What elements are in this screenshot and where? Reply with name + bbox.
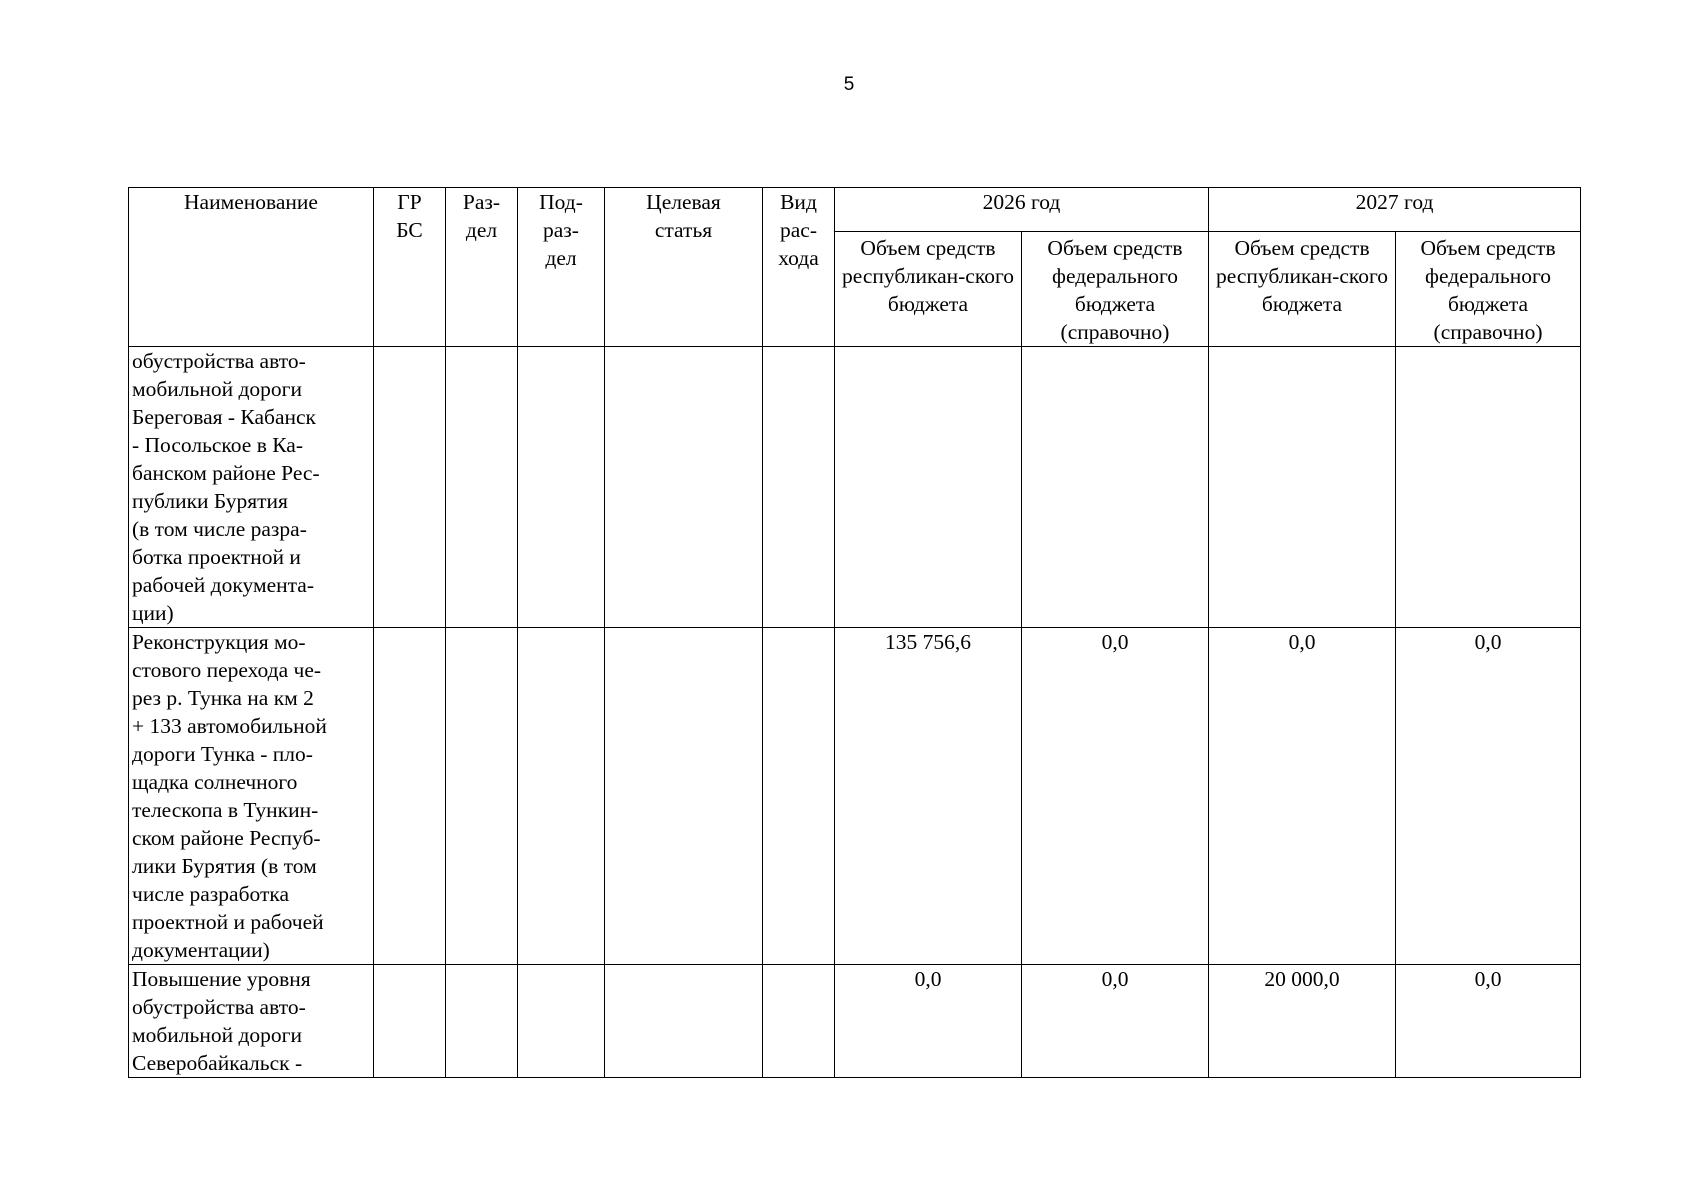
row-federal-2026: 0,0 <box>1022 965 1209 1078</box>
header-grbs: ГР БС <box>374 188 446 347</box>
row-expense <box>763 628 835 965</box>
row-grbs <box>374 965 446 1078</box>
row-grbs <box>374 628 446 965</box>
row-section <box>446 628 518 965</box>
header-year-2026: 2026 год <box>835 188 1209 232</box>
budget-table <box>128 187 1581 1078</box>
row-republican-2026: 135 756,6 <box>835 628 1022 965</box>
header-year-2027: 2027 год <box>1209 188 1581 232</box>
row-name: обустройства авто- мобильной дороги Береговая - Кабанск - Посольское в Ка- банском районе Рес- публики Бурятия (в том числе разра- ботка проектной и рабочей документа- ции) <box>129 347 374 628</box>
table-row <box>129 347 1581 628</box>
row-federal-2027: 0,0 <box>1396 965 1581 1078</box>
row-name: Реконструкция мо- стового перехода че- рез р. Тунка на км 2 + 133 автомобильной дороги Тунка - пло- щадка солнечного телескопа в Тункин- ском районе Респуб- лики Бурятия (в том числе разработка проектной и рабочей документации) <box>129 628 374 965</box>
row-grbs <box>374 347 446 628</box>
header-expense-type: Вид рас- хода <box>763 188 835 347</box>
row-republican-2027: 0,0 <box>1209 628 1396 965</box>
header-name: Наименование <box>129 188 374 347</box>
header-subsection: Под- раз- дел <box>518 188 605 347</box>
row-section <box>446 347 518 628</box>
row-republican-2027 <box>1209 347 1396 628</box>
row-federal-2027: 0,0 <box>1396 628 1581 965</box>
row-section <box>446 965 518 1078</box>
row-republican-2026 <box>835 347 1022 628</box>
row-federal-2027 <box>1396 347 1581 628</box>
row-republican-2026: 0,0 <box>835 965 1022 1078</box>
row-expense <box>763 347 835 628</box>
row-subsection <box>518 965 605 1078</box>
row-subsection <box>518 628 605 965</box>
row-target <box>605 965 763 1078</box>
header-republican-2027: Объем средств республикан-ского бюджета <box>1209 232 1396 347</box>
table-row <box>129 628 1581 965</box>
row-name: Повышение уровня обустройства авто- мобильной дороги Северобайкальск - <box>129 965 374 1078</box>
row-federal-2026: 0,0 <box>1022 628 1209 965</box>
row-federal-2026 <box>1022 347 1209 628</box>
row-subsection <box>518 347 605 628</box>
row-target <box>605 347 763 628</box>
header-federal-2026: Объем средств федерального бюджета (справочно) <box>1022 232 1209 347</box>
header-federal-2027: Объем средств федерального бюджета (справочно) <box>1396 232 1581 347</box>
row-republican-2027: 20 000,0 <box>1209 965 1396 1078</box>
row-expense <box>763 965 835 1078</box>
header-target-item: Целевая статья <box>605 188 763 347</box>
header-republican-2026: Объем средств республикан-ского бюджета <box>835 232 1022 347</box>
header-section: Раз- дел <box>446 188 518 347</box>
table-row <box>129 965 1581 1078</box>
header-row-top <box>129 188 1581 232</box>
row-target <box>605 628 763 965</box>
page-number: 5 <box>843 74 855 95</box>
